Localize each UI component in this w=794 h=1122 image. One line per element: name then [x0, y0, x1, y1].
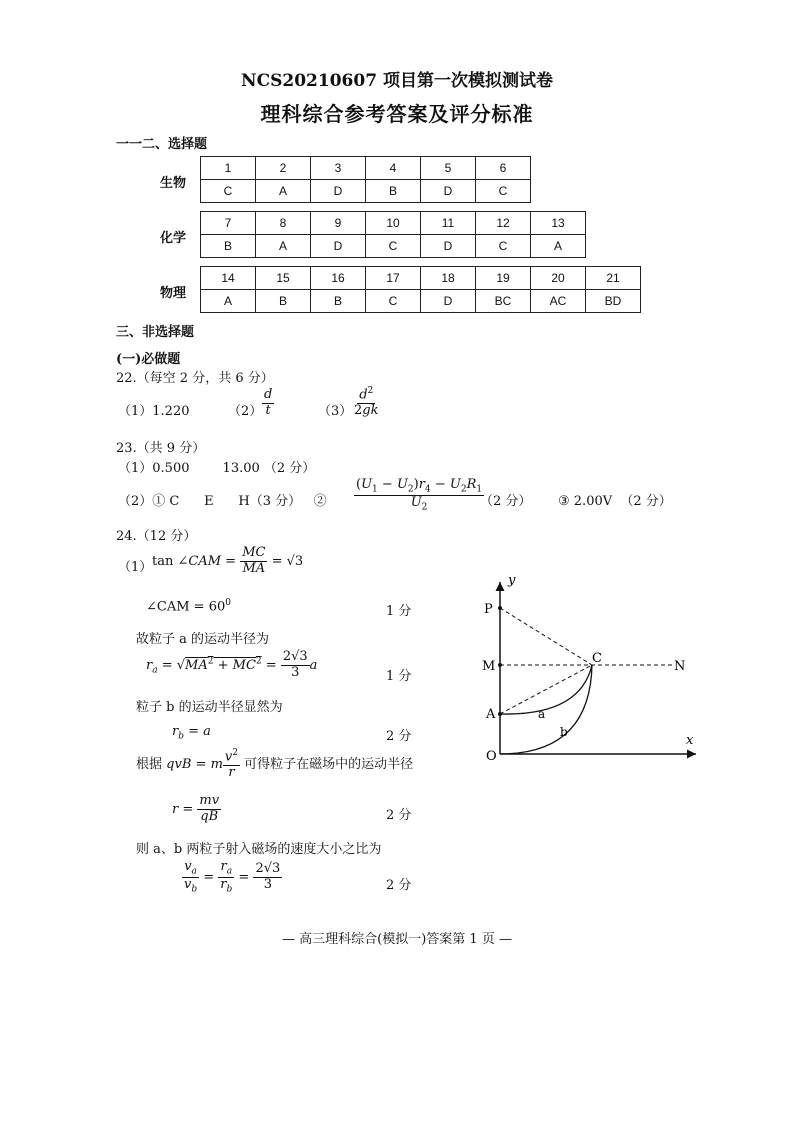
answer-table-chem [200, 211, 586, 258]
subject-label-chem: 化学 [160, 231, 187, 246]
table-cell: 16 [311, 267, 366, 290]
table-cell: 3 [311, 157, 366, 180]
table-cell: 6 [476, 157, 531, 180]
table-cell: 1 [201, 157, 256, 180]
label-y: y [508, 573, 516, 588]
q24-qvb-post: 可得粒子在磁场中的运动半径 [244, 757, 414, 773]
table-cell: B [366, 180, 421, 203]
dashed-ac [500, 665, 592, 714]
required-heading: (一)必做题 [116, 352, 181, 367]
table-cell: 10 [366, 212, 421, 235]
table-cell: 9 [311, 212, 366, 235]
table-cell: BC [476, 290, 531, 313]
table-row-numbers [201, 267, 641, 290]
table-cell: D [311, 180, 366, 203]
table-cell: BD [586, 290, 641, 313]
label-a-point: A [486, 707, 496, 722]
q22-answer-2-label: （2） [228, 404, 263, 419]
table-cell: 18 [421, 267, 476, 290]
table-row-answers [201, 290, 641, 313]
table-row-numbers [201, 212, 586, 235]
point-m [498, 663, 502, 667]
label-o: O [486, 749, 497, 764]
table-cell: D [421, 180, 476, 203]
table-cell: D [421, 290, 476, 313]
q24-qvb-line: 根据 qvB = m $\frac{v^2}{r}$ 可得粒子在磁场中的运动半径 [136, 748, 414, 781]
table-cell: C [366, 235, 421, 258]
table-cell: 7 [201, 212, 256, 235]
table-cell: 20 [531, 267, 586, 290]
table-row-answers [201, 180, 531, 203]
q22-answer-3-formula: $\frac{d^2}{2gk}$ [354, 386, 379, 419]
q24-cam-text: ∠CAM = 60 [146, 599, 226, 615]
table-cell: A [201, 290, 256, 313]
q24-tan-formula: tan ∠CAM = $\frac{MC}{MA}$ = √3 [152, 545, 304, 576]
table-cell: 13 [531, 212, 586, 235]
q24-score-4: 2 分 [386, 808, 412, 823]
table-cell: D [421, 235, 476, 258]
q24-qvb-pre: 根据 [136, 757, 163, 773]
page-subtitle: 理科综合参考答案及评分标准 [260, 102, 534, 126]
table-cell: C [366, 290, 421, 313]
point-a [498, 712, 502, 716]
table-cell: 15 [256, 267, 311, 290]
q24-text-ratio: 则 a、b 两粒子射入磁场的速度大小之比为 [136, 842, 382, 857]
label-x: x [686, 733, 694, 748]
table-cell: 5 [421, 157, 476, 180]
q24-score-5: 2 分 [386, 878, 412, 893]
table-cell: C [201, 180, 256, 203]
table-cell: 4 [366, 157, 421, 180]
q24-ra-formula: $r_a = √MA^2 + MC^2$ = $\frac{2√3}{3}$ a [146, 649, 318, 680]
q22-answer-3-label: （3） [318, 404, 353, 419]
table-row-answers [201, 235, 586, 258]
table-cell: 2 [256, 157, 311, 180]
table-cell: A [531, 235, 586, 258]
q24-rb-formula: $r_b = a$ [172, 724, 211, 742]
q24-score-2: 1 分 [386, 669, 412, 684]
q22-header: 22.（每空 2 分，共 6 分） [116, 371, 274, 386]
magnetic-field-diagram [460, 570, 710, 770]
table-cell: C [476, 180, 531, 203]
q23-answer-2-score: （2 分） [480, 494, 532, 509]
page-title: NCS20210607 项目第一次模拟测试卷 [241, 71, 553, 91]
table-row-numbers [201, 157, 531, 180]
q23-answer-2-formula: $\frac{(U_1 - U_2)r_4 - U_2R_1}{U_2}$ [356, 477, 483, 513]
table-cell: 14 [201, 267, 256, 290]
subject-label-phys: 物理 [160, 286, 187, 301]
q23-answer-3: ③ 2.00V （2 分） [558, 494, 672, 509]
table-cell: A [256, 180, 311, 203]
q24-part-1-label: （1） [118, 560, 153, 575]
label-m: M [482, 659, 496, 674]
q24-score-1: 1 分 [386, 604, 412, 619]
q24-ratio-formula: $\frac{v_a}{v_b}$ = $\frac{r_a}{r_b}$ = $\frac{2√3}{3}$ [184, 859, 281, 895]
label-c: C [592, 651, 602, 666]
subject-label-bio: 生物 [160, 176, 187, 191]
table-cell: 8 [256, 212, 311, 235]
table-cell: B [201, 235, 256, 258]
q22-answer-1: （1）1.220 [118, 404, 190, 419]
dashed-pc [500, 608, 592, 665]
table-cell: AC [531, 290, 586, 313]
page-footer: — 高三理科综合(模拟一)答案第 1 页 — [282, 932, 512, 947]
q24-header: 24.（12 分） [116, 529, 197, 544]
q24-cam-sup: 0 [225, 598, 231, 608]
section-nonchoice-heading: 三、非选择题 [116, 325, 195, 340]
label-n: N [674, 659, 686, 674]
table-cell: 19 [476, 267, 531, 290]
q24-r-formula: r = $\frac{mv}{qB}$ [172, 793, 220, 824]
table-cell: A [256, 235, 311, 258]
q23-answer-1: （1）0.500 13.00 （2 分） [118, 461, 316, 476]
table-cell: B [256, 290, 311, 313]
label-arc-a: a [538, 707, 546, 721]
table-cell: 11 [421, 212, 476, 235]
label-arc-b: b [560, 725, 568, 739]
answer-table-phys [200, 266, 641, 313]
table-cell: C [476, 235, 531, 258]
answer-table-bio [200, 156, 531, 203]
table-cell: 12 [476, 212, 531, 235]
point-p [498, 606, 502, 610]
q23-header: 23.（共 9 分） [116, 441, 206, 456]
table-cell: D [311, 235, 366, 258]
label-p: P [484, 602, 493, 617]
q24-score-3: 2 分 [386, 729, 412, 744]
q24-text-a: 故粒子 a 的运动半径为 [136, 632, 270, 647]
q24-cam-line [146, 598, 231, 614]
table-cell: 17 [366, 267, 421, 290]
table-cell: B [311, 290, 366, 313]
q22-answer-2-formula: $\frac{d}{t}$ [264, 387, 273, 418]
q23-answer-2: （2）① C E H（3 分） ② [118, 494, 327, 509]
table-cell: 21 [586, 267, 641, 290]
q24-text-b: 粒子 b 的运动半径显然为 [136, 700, 283, 715]
section-choice-heading: 一一二、选择题 [116, 137, 208, 152]
